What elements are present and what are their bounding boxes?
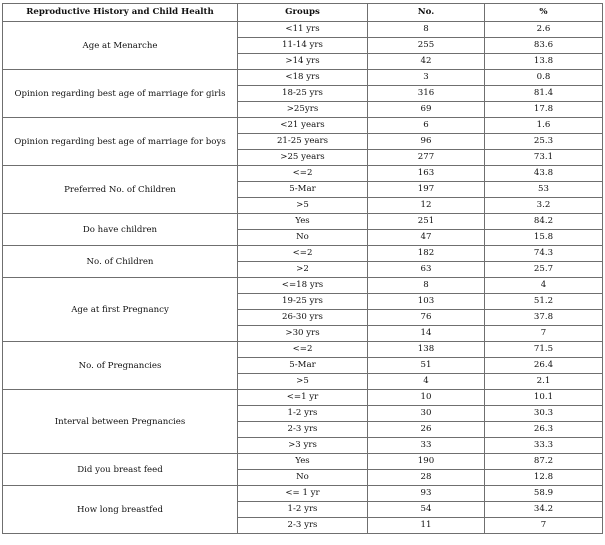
reproductive-history-table bbox=[2, 3, 603, 534]
group-cell: <=1 yr bbox=[238, 390, 368, 406]
count-cell: 69 bbox=[368, 102, 485, 118]
group-cell: 19-25 yrs bbox=[238, 294, 368, 310]
percent-cell: 2.1 bbox=[485, 374, 603, 390]
count-cell: 42 bbox=[368, 54, 485, 70]
count-cell: 255 bbox=[368, 38, 485, 54]
percent-cell: 33.3 bbox=[485, 438, 603, 454]
header-percent: % bbox=[485, 4, 603, 22]
table-row bbox=[3, 278, 603, 294]
group-cell: 1-2 yrs bbox=[238, 502, 368, 518]
count-cell: 197 bbox=[368, 182, 485, 198]
percent-cell: 2.6 bbox=[485, 22, 603, 38]
percent-cell: 74.3 bbox=[485, 246, 603, 262]
percent-cell: 51.2 bbox=[485, 294, 603, 310]
percent-cell: 87.2 bbox=[485, 454, 603, 470]
group-cell: >5 bbox=[238, 198, 368, 214]
section-label: Opinion regarding best age of marriage for boys bbox=[3, 118, 238, 166]
table-row bbox=[3, 166, 603, 182]
count-cell: 6 bbox=[368, 118, 485, 134]
table-row bbox=[3, 246, 603, 262]
group-cell: >25yrs bbox=[238, 102, 368, 118]
percent-cell: 3.2 bbox=[485, 198, 603, 214]
group-cell: No bbox=[238, 230, 368, 246]
count-cell: 3 bbox=[368, 70, 485, 86]
count-cell: 190 bbox=[368, 454, 485, 470]
group-cell: <11 yrs bbox=[238, 22, 368, 38]
header-groups: Groups bbox=[238, 4, 368, 22]
percent-cell: 25.7 bbox=[485, 262, 603, 278]
group-cell: >2 bbox=[238, 262, 368, 278]
percent-cell: 30.3 bbox=[485, 406, 603, 422]
section-label: Preferred No. of Children bbox=[3, 166, 238, 214]
percent-cell: 73.1 bbox=[485, 150, 603, 166]
percent-cell: 71.5 bbox=[485, 342, 603, 358]
section-label: Age at first Pregnancy bbox=[3, 278, 238, 342]
table-row bbox=[3, 486, 603, 502]
table-row bbox=[3, 454, 603, 470]
count-cell: 163 bbox=[368, 166, 485, 182]
count-cell: 51 bbox=[368, 358, 485, 374]
percent-cell: 25.3 bbox=[485, 134, 603, 150]
group-cell: <=2 bbox=[238, 166, 368, 182]
group-cell: Yes bbox=[238, 214, 368, 230]
count-cell: 12 bbox=[368, 198, 485, 214]
percent-cell: 7 bbox=[485, 518, 603, 534]
percent-cell: 58.9 bbox=[485, 486, 603, 502]
count-cell: 138 bbox=[368, 342, 485, 358]
group-cell: 26-30 yrs bbox=[238, 310, 368, 326]
count-cell: 277 bbox=[368, 150, 485, 166]
count-cell: 28 bbox=[368, 470, 485, 486]
section-label: Interval between Pregnancies bbox=[3, 390, 238, 454]
group-cell: <=18 yrs bbox=[238, 278, 368, 294]
group-cell: >30 yrs bbox=[238, 326, 368, 342]
percent-cell: 53 bbox=[485, 182, 603, 198]
group-cell: 21-25 years bbox=[238, 134, 368, 150]
count-cell: 4 bbox=[368, 374, 485, 390]
group-cell: 11-14 yrs bbox=[238, 38, 368, 54]
percent-cell: 34.2 bbox=[485, 502, 603, 518]
group-cell: 2-3 yrs bbox=[238, 518, 368, 534]
count-cell: 76 bbox=[368, 310, 485, 326]
count-cell: 33 bbox=[368, 438, 485, 454]
table-body bbox=[3, 22, 603, 534]
count-cell: 96 bbox=[368, 134, 485, 150]
group-cell: <=2 bbox=[238, 246, 368, 262]
count-cell: 8 bbox=[368, 278, 485, 294]
section-label: Age at Menarche bbox=[3, 22, 238, 70]
count-cell: 8 bbox=[368, 22, 485, 38]
count-cell: 14 bbox=[368, 326, 485, 342]
section-label: No. of Children bbox=[3, 246, 238, 278]
group-cell: >3 yrs bbox=[238, 438, 368, 454]
count-cell: 30 bbox=[368, 406, 485, 422]
count-cell: 47 bbox=[368, 230, 485, 246]
count-cell: 93 bbox=[368, 486, 485, 502]
percent-cell: 13.8 bbox=[485, 54, 603, 70]
count-cell: 26 bbox=[368, 422, 485, 438]
group-cell: <= 1 yr bbox=[238, 486, 368, 502]
percent-cell: 26.4 bbox=[485, 358, 603, 374]
group-cell: <21 years bbox=[238, 118, 368, 134]
percent-cell: 0.8 bbox=[485, 70, 603, 86]
percent-cell: 37.8 bbox=[485, 310, 603, 326]
table-row bbox=[3, 70, 603, 86]
percent-cell: 17.8 bbox=[485, 102, 603, 118]
percent-cell: 4 bbox=[485, 278, 603, 294]
group-cell: >14 yrs bbox=[238, 54, 368, 70]
percent-cell: 10.1 bbox=[485, 390, 603, 406]
count-cell: 251 bbox=[368, 214, 485, 230]
percent-cell: 12.8 bbox=[485, 470, 603, 486]
count-cell: 11 bbox=[368, 518, 485, 534]
table-row bbox=[3, 214, 603, 230]
group-cell: <=2 bbox=[238, 342, 368, 358]
percent-cell: 43.8 bbox=[485, 166, 603, 182]
section-label: How long breastfed bbox=[3, 486, 238, 534]
section-label: Do have children bbox=[3, 214, 238, 246]
percent-cell: 83.6 bbox=[485, 38, 603, 54]
group-cell: <18 yrs bbox=[238, 70, 368, 86]
group-cell: 18-25 yrs bbox=[238, 86, 368, 102]
group-cell: >5 bbox=[238, 374, 368, 390]
count-cell: 182 bbox=[368, 246, 485, 262]
count-cell: 10 bbox=[368, 390, 485, 406]
count-cell: 54 bbox=[368, 502, 485, 518]
table-row bbox=[3, 118, 603, 134]
table-row bbox=[3, 342, 603, 358]
section-label: No. of Pregnancies bbox=[3, 342, 238, 390]
header-category: Reproductive History and Child Health bbox=[3, 4, 238, 22]
group-cell: 5-Mar bbox=[238, 182, 368, 198]
group-cell: No bbox=[238, 470, 368, 486]
count-cell: 103 bbox=[368, 294, 485, 310]
percent-cell: 15.8 bbox=[485, 230, 603, 246]
percent-cell: 26.3 bbox=[485, 422, 603, 438]
group-cell: 2-3 yrs bbox=[238, 422, 368, 438]
table-row bbox=[3, 22, 603, 38]
count-cell: 63 bbox=[368, 262, 485, 278]
group-cell: Yes bbox=[238, 454, 368, 470]
group-cell: 5-Mar bbox=[238, 358, 368, 374]
section-label: Opinion regarding best age of marriage for girls bbox=[3, 70, 238, 118]
table-container bbox=[2, 3, 603, 534]
count-cell: 316 bbox=[368, 86, 485, 102]
group-cell: >25 years bbox=[238, 150, 368, 166]
percent-cell: 7 bbox=[485, 326, 603, 342]
header-count: No. bbox=[368, 4, 485, 22]
group-cell: 1-2 yrs bbox=[238, 406, 368, 422]
header-row bbox=[3, 4, 603, 22]
percent-cell: 1.6 bbox=[485, 118, 603, 134]
table-row bbox=[3, 390, 603, 406]
percent-cell: 84.2 bbox=[485, 214, 603, 230]
section-label: Did you breast feed bbox=[3, 454, 238, 486]
percent-cell: 81.4 bbox=[485, 86, 603, 102]
